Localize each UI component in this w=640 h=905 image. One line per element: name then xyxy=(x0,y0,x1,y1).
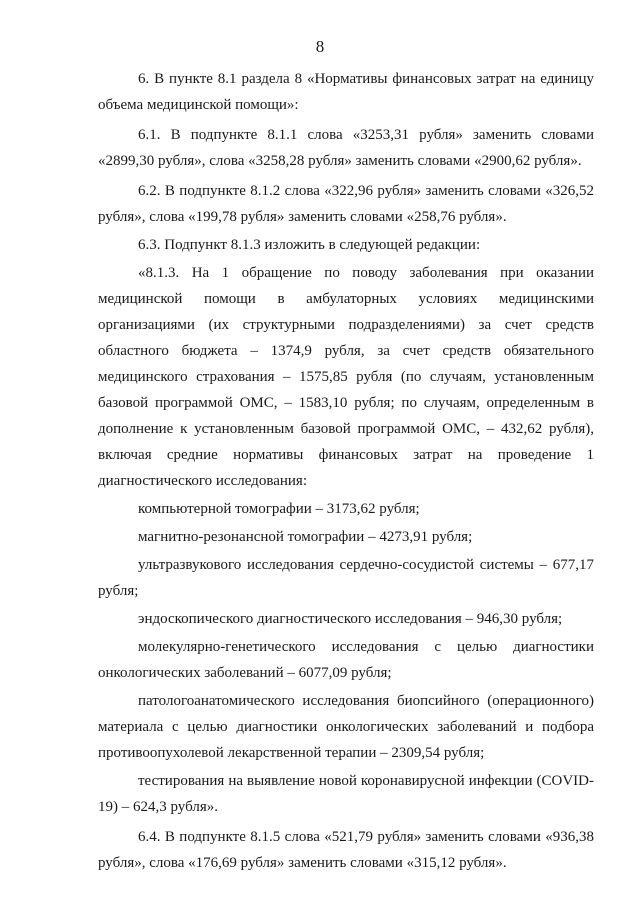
list-item-ultrasound: ультразвукового исследования сердечно-сосудистой системы – 677,17 рубля; xyxy=(98,557,594,599)
list-item-ct: компьютерной томографии – 3173,62 рубля; xyxy=(138,501,420,517)
paragraph-6: 6. В пункте 8.1 раздела 8 «Нормативы финансовых затрат на единицу объема медицинской помощи»: xyxy=(98,71,594,113)
document-body xyxy=(98,66,594,876)
paragraph-6-1: 6.1. В подпункте 8.1.1 слова «3253,31 рубля» заменить словами «2899,30 рубля», слова «3258,28 рубля» заменить словами «2900,62 рубля». xyxy=(98,127,594,169)
list-item-covid-testing: тестирования на выявление новой коронавирусной инфекции (COVID-19) – 624,3 рубля». xyxy=(98,773,594,815)
list-item-molecular-genetic: молекулярно-генетического исследования с целью диагностики онкологических заболеваний – 6077,09 рубля; xyxy=(98,639,594,681)
paragraph-6-3: 6.3. Подпункт 8.1.3 изложить в следующей редакции: xyxy=(138,237,481,253)
paragraph-6-2: 6.2. В подпункте 8.1.2 слова «322,96 рубля» заменить словами «326,52 рубля», слова «199,78 рубля» заменить словами «258,76 рубля». xyxy=(98,183,594,225)
list-item-endoscopy: эндоскопического диагностического исследования – 946,30 рубля; xyxy=(138,611,563,627)
paragraph-6-4: 6.4. В подпункте 8.1.5 слова «521,79 рубля» заменить словами «936,38 рубля», слова «176,69 рубля» заменить словами «315,12 рубля». xyxy=(98,829,594,871)
list-item-mri: магнитно-резонансной томографии – 4273,91 рубля; xyxy=(138,529,473,545)
paragraph-8-1-3: «8.1.3. На 1 обращение по поводу заболевания при оказании медицинской помощи в амбулаторных условиях медицинскими организациями (их структурными подразделениями) за счет средств областного бюджета – 1374,9 рубля, за счет средств обязательного медицинского страхования – 1575,85 рубля (по случаям, установленным базовой программой ОМС, – 1583,10 рубля; по случаям, определенным в дополнение к установленным базовой программой ОМС, – 432,62 рубля), включая средние нормативы финансовых затрат на проведение 1 диагностического исследования: xyxy=(98,265,594,489)
list-item-pathology: патологоанатомического исследования биопсийного (операционного) материала с целью диагностики онкологических заболеваний и подбора противоопухолевой лекарственной терапии – 2309,54 рубля; xyxy=(98,693,594,761)
page-number: 8 xyxy=(315,37,325,56)
